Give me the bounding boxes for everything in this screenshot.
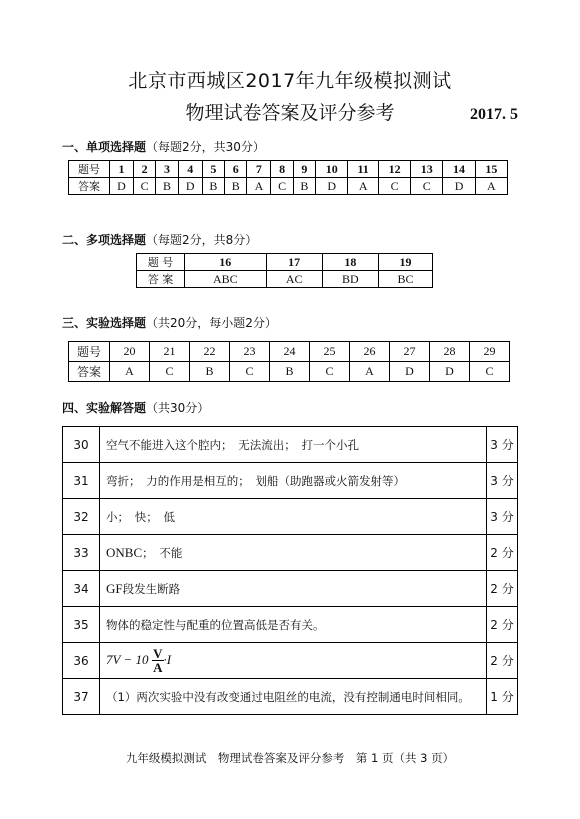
- answer-row-31: [63, 463, 518, 499]
- question-number-cell: 12: [378, 161, 410, 178]
- section1-answer-table: [68, 160, 508, 195]
- row-label-answer: 答案: [69, 178, 110, 195]
- points: 3 分: [487, 499, 518, 535]
- question-number-cell: 25: [310, 342, 350, 362]
- question-number-row: [137, 254, 433, 271]
- answer-text: 弯折； 力的作用是相互的； 划船（助跑器或火箭发射等）: [100, 463, 487, 499]
- row-label-answer: 答 案: [137, 271, 185, 288]
- question-number-row: [69, 342, 510, 362]
- question-number-cell: 20: [110, 342, 150, 362]
- answer-cell: B: [202, 178, 224, 195]
- row-label-question: 题 号: [137, 254, 185, 271]
- answer-cell: D: [430, 362, 470, 382]
- question-number-cell: 28: [430, 342, 470, 362]
- question-number: 30: [63, 427, 100, 463]
- question-number-cell: 13: [411, 161, 443, 178]
- fraction-denominator: A: [153, 660, 163, 675]
- question-number-cell: 17: [266, 254, 322, 271]
- question-number: 35: [63, 607, 100, 643]
- question-number: 32: [63, 499, 100, 535]
- answer-cell: C: [411, 178, 443, 195]
- answer-text: 空气不能进入这个腔内； 无法流出； 打一个小孔: [100, 427, 487, 463]
- answer-cell: A: [475, 178, 507, 195]
- section3-note: （共20分，每小题2分）: [146, 316, 277, 330]
- question-number-cell: 1: [110, 161, 134, 178]
- answer-cell: A: [247, 178, 271, 195]
- section4-heading: [62, 399, 209, 416]
- question-number-cell: 2: [133, 161, 155, 178]
- answer-row: [69, 362, 510, 382]
- answer-cell: [100, 535, 487, 571]
- answer-cell: BC: [378, 271, 432, 288]
- question-number-cell: 24: [270, 342, 310, 362]
- formula-fraction: [152, 647, 163, 674]
- answer-cell: B: [156, 178, 178, 195]
- formula-right: ·I: [163, 652, 172, 667]
- points: 2 分: [487, 535, 518, 571]
- section4-answer-table: [62, 426, 518, 715]
- points: 1 分: [487, 679, 518, 715]
- answer-row: [69, 178, 508, 195]
- fraction-numerator: V: [153, 646, 163, 661]
- points: 2 分: [487, 607, 518, 643]
- formula-left: 7V − 10: [106, 652, 149, 667]
- points: 3 分: [487, 427, 518, 463]
- section3-answer-table: [68, 341, 510, 382]
- question-number-cell: 26: [350, 342, 390, 362]
- answer-row-37: [63, 679, 518, 715]
- answer-cell: C: [378, 178, 410, 195]
- points: 2 分: [487, 643, 518, 679]
- answer-row-32: [63, 499, 518, 535]
- answer-row-33: [63, 535, 518, 571]
- answer-cell: C: [230, 362, 270, 382]
- answer-prefix: ONBC: [106, 544, 143, 560]
- row-label-question: 题号: [69, 342, 110, 362]
- question-number-cell: 15: [475, 161, 507, 178]
- answer-cell: C: [310, 362, 350, 382]
- question-number-cell: 21: [150, 342, 190, 362]
- question-number-cell: 5: [202, 161, 224, 178]
- answer-cell: D: [178, 178, 202, 195]
- answer-text: （1）两次实验中没有改变通过电阻丝的电流，没有控制通电时间相同。: [100, 679, 487, 715]
- answer-cell: A: [110, 362, 150, 382]
- answer-cell: D: [443, 178, 475, 195]
- section1-note: （每题2分，共30分）: [146, 140, 265, 154]
- question-number-cell: 4: [178, 161, 202, 178]
- answer-text: 物体的稳定性与配重的位置高低是否有关。: [100, 607, 487, 643]
- document-date: 2017. 5: [470, 106, 518, 123]
- question-number: 36: [63, 643, 100, 679]
- section2-answer-table: [136, 253, 433, 288]
- answer-cell: AC: [266, 271, 322, 288]
- answer-row: [137, 271, 433, 288]
- answer-row-35: [63, 607, 518, 643]
- answer-prefix: GF: [106, 580, 123, 596]
- question-number: 34: [63, 571, 100, 607]
- answer-cell: B: [225, 178, 247, 195]
- question-number-cell: 7: [247, 161, 271, 178]
- answer-cell: D: [316, 178, 348, 195]
- answer-cell: [100, 571, 487, 607]
- question-number-cell: 23: [230, 342, 270, 362]
- answer-row-36: [63, 643, 518, 679]
- row-label-answer: 答案: [69, 362, 110, 382]
- answer-text: ； 不能: [142, 545, 183, 560]
- section4-note: （共30分）: [146, 401, 210, 415]
- section2-title: 二、多项选择题: [62, 233, 147, 247]
- answer-cell: D: [390, 362, 430, 382]
- answer-cell: B: [293, 178, 315, 195]
- answer-cell: B: [270, 362, 310, 382]
- section2-note: （每题2分，共8分）: [146, 233, 258, 247]
- page-footer: 九年级模拟测试 物理试卷答案及评分参考 第 1 页（共 3 页）: [125, 751, 455, 765]
- question-number-row: [69, 161, 508, 178]
- answer-cell: C: [271, 178, 293, 195]
- section2-heading: [62, 231, 257, 248]
- question-number-cell: 29: [470, 342, 510, 362]
- answer-cell: ABC: [185, 271, 267, 288]
- answer-cell: C: [150, 362, 190, 382]
- answer-row-30: [63, 427, 518, 463]
- question-number-cell: 16: [185, 254, 267, 271]
- points: 3 分: [487, 463, 518, 499]
- question-number-cell: 18: [322, 254, 378, 271]
- answer-cell: C: [470, 362, 510, 382]
- row-label-question: 题号: [69, 161, 110, 178]
- answer-cell: C: [133, 178, 155, 195]
- answer-cell: D: [110, 178, 134, 195]
- section4-title: 四、实验解答题: [62, 401, 147, 415]
- points: 2 分: [487, 571, 518, 607]
- question-number-cell: 22: [190, 342, 230, 362]
- section1-title: 一、单项选择题: [62, 140, 147, 154]
- formula-cell: [100, 643, 487, 679]
- question-number: 33: [63, 535, 100, 571]
- section3-heading: [62, 314, 277, 331]
- question-number-cell: 11: [348, 161, 379, 178]
- question-number-cell: 14: [443, 161, 475, 178]
- question-number-cell: 27: [390, 342, 430, 362]
- question-number-cell: 8: [271, 161, 293, 178]
- section1-heading: [62, 138, 265, 155]
- answer-cell: A: [348, 178, 379, 195]
- document-title: 北京市西城区2017年九年级模拟测试: [128, 70, 452, 92]
- section3-title: 三、实验选择题: [62, 316, 147, 330]
- question-number-cell: 19: [378, 254, 432, 271]
- question-number-cell: 9: [293, 161, 315, 178]
- question-number: 37: [63, 679, 100, 715]
- document-subtitle: 物理试卷答案及评分参考: [185, 102, 395, 124]
- question-number-cell: 10: [316, 161, 348, 178]
- answer-cell: A: [350, 362, 390, 382]
- question-number-cell: 6: [225, 161, 247, 178]
- question-number: 31: [63, 463, 100, 499]
- answer-text: 段发生断路: [122, 581, 181, 596]
- answer-text: 小； 快； 低: [100, 499, 487, 535]
- answer-row-34: [63, 571, 518, 607]
- answer-cell: B: [190, 362, 230, 382]
- answer-cell: BD: [322, 271, 378, 288]
- question-number-cell: 3: [156, 161, 178, 178]
